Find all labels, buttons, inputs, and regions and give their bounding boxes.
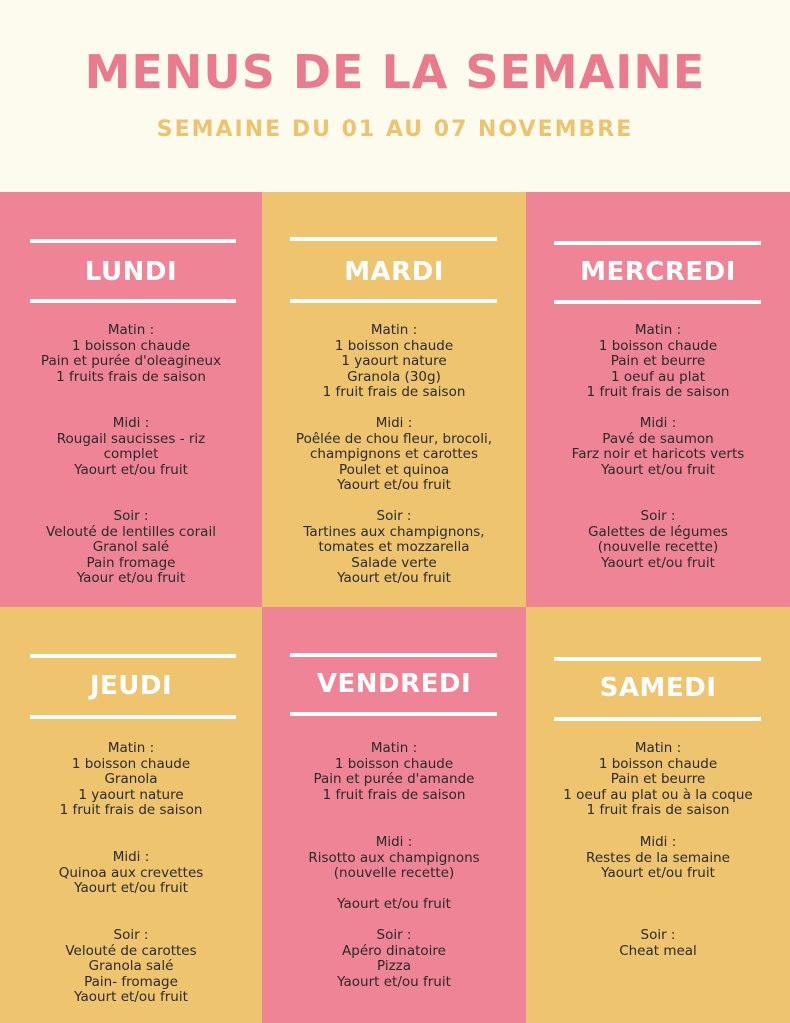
day-card-vendredi [262,607,526,1023]
menu-line: Soir : [376,927,412,943]
menu-line: Pavé de saumon [602,430,714,447]
menu-line: Rougail saucisses - riz [56,430,206,447]
menu-line: Matin : [370,322,418,338]
day-title: SAMEDI [599,673,717,703]
menu-line: Granola (30g) [347,368,441,385]
menu-line: Tartines aux champignons, [303,523,485,540]
menu-line: (nouvelle recette) [333,865,455,882]
menu-line: Restes de la semaine [586,849,730,866]
menu-grid [0,192,790,1023]
menu-line: Soir : [376,508,412,524]
day-title: LUNDI [84,257,178,287]
menu-line: Poulet et quinoa [339,461,449,478]
menu-line: 1 boisson chaude [598,337,718,354]
menu-line: 1 boisson chaude [334,755,454,772]
day-title: MARDI [344,257,444,287]
page-title: MENUS DE LA SEMAINE [84,45,706,99]
menu-line: (nouvelle recette) [597,539,719,556]
menu-line: Yaourt et/ou fruit [74,461,188,478]
menu-line: Yaourt et/ou fruit [337,570,451,587]
top-divider [30,654,236,658]
menu-line: Soir : [113,927,149,943]
midi-block [0,850,262,897]
menu-line: Midi : [375,415,413,431]
midi-block [0,416,262,478]
matin-block [526,323,790,401]
menu-line: Pain et beurre [610,353,706,370]
midi-block [262,416,526,494]
menu-line: Soir : [640,927,676,943]
menu-line: Pizza [376,958,412,975]
menu-line: 1 boisson chaude [598,755,718,772]
top-divider [554,657,761,661]
soir-block [262,509,526,587]
menu-line: Matin : [634,740,682,756]
menu-line: Pain et beurre [610,771,706,788]
menu-line: Pain fromage [86,554,176,571]
soir-block [0,509,262,587]
menu-line: 1 oeuf au plat [610,368,706,385]
top-divider [554,241,761,245]
menu-line: Yaourt et/ou fruit [74,989,188,1006]
menu-line: Yaour et/ou fruit [76,570,186,587]
menu-line: Yaourt et/ou fruit [601,554,715,571]
menu-line: Midi : [639,834,677,850]
header [0,0,790,192]
menu-line: Granola [104,771,158,788]
day-card-lundi [0,192,262,607]
menu-line: Matin : [107,322,155,338]
matin-block [526,741,790,819]
menu-line: 1 yaourt nature [341,353,447,370]
midi-block [262,835,526,913]
menu-line: Soir : [113,508,149,524]
menu-line: Velouté de carottes [65,942,197,959]
matin-block [0,323,262,385]
menu-line: complet [103,446,159,463]
menu-line: 1 yaourt nature [78,786,184,803]
menu-line: Matin : [107,740,155,756]
top-divider [290,653,497,657]
menu-line: Midi : [639,415,677,431]
soir-block [262,928,526,990]
day-card-samedi [526,607,790,1023]
menu-line: Granol salé [92,539,170,556]
menu-line: 1 fruit frais de saison [586,802,730,819]
menu-line: Pain- fromage [84,973,178,990]
menu-line: 1 oeuf au plat ou à la coque [563,786,753,803]
soir-block [526,928,790,959]
matin-block [262,741,526,803]
menu-line: 1 boisson chaude [334,337,454,354]
menu-line: Midi : [375,834,413,850]
top-divider [290,237,497,241]
menu-line: 1 fruit frais de saison [322,384,466,401]
menu-line: Soir : [640,508,676,524]
menu-line: Midi : [112,849,150,865]
top-divider [30,239,236,243]
day-title: JEUDI [89,671,173,701]
menu-line: 1 fruit frais de saison [322,786,466,803]
menu-line: Yaourt et/ou fruit [337,973,451,990]
menu-line: Pain et purée d'oleagineux [40,353,222,370]
menu-line: 1 fruit frais de saison [59,802,203,819]
menu-line: Salade verte [351,554,437,571]
matin-block [0,741,262,819]
menu-line: Matin : [370,740,418,756]
midi-block [526,416,790,478]
soir-block [0,928,262,1006]
day-card-mardi [262,192,526,607]
menu-line: Velouté de lentilles corail [46,523,216,540]
menu-line: Matin : [634,322,682,338]
day-card-jeudi [0,607,262,1023]
menu-line: Yaourt et/ou fruit [337,477,451,494]
bottom-divider [554,717,761,721]
matin-block [262,323,526,401]
menu-line: Yaourt et/ou fruit [601,461,715,478]
menu-line: Quinoa aux crevettes [58,864,204,881]
menu-line: Cheat meal [619,942,697,959]
menu-line: Risotto aux champignons [308,849,480,866]
day-card-mercredi [526,192,790,607]
menu-line: Poêlée de chou fleur, brocoli, [295,430,493,447]
menu-line: 1 fruit frais de saison [586,384,730,401]
menu-line: Pain et purée d'amande [313,771,475,788]
day-title: VENDREDI [316,669,472,699]
menu-line: 1 fruits frais de saison [56,368,206,385]
bottom-divider [290,299,497,303]
soir-block [526,509,790,571]
bottom-divider [30,299,236,303]
menu-line: Yaourt et/ou fruit [601,865,715,882]
menu-line: Granola salé [88,958,174,975]
menu-line: Farz noir et haricots verts [571,446,745,463]
bottom-divider [30,715,236,719]
menu-line: Apéro dinatoire [342,942,446,959]
bottom-divider [554,300,761,304]
menu-line: tomates et mozzarella [318,539,470,556]
menu-line: Galettes de légumes [588,523,728,540]
day-title: MERCREDI [580,257,736,287]
bottom-divider [290,712,497,716]
page-subtitle: SEMAINE DU 01 AU 07 NOVEMBRE [156,117,634,142]
midi-block [526,835,790,882]
menu-line: Yaourt et/ou fruit [74,880,188,897]
menu-line: Midi : [112,415,150,431]
menu-line: 1 boisson chaude [71,337,191,354]
menu-line: Yaourt et/ou fruit [337,896,451,913]
menu-line: champignons et carottes [309,446,478,463]
menu-line: 1 boisson chaude [71,755,191,772]
menu-line [262,882,526,898]
